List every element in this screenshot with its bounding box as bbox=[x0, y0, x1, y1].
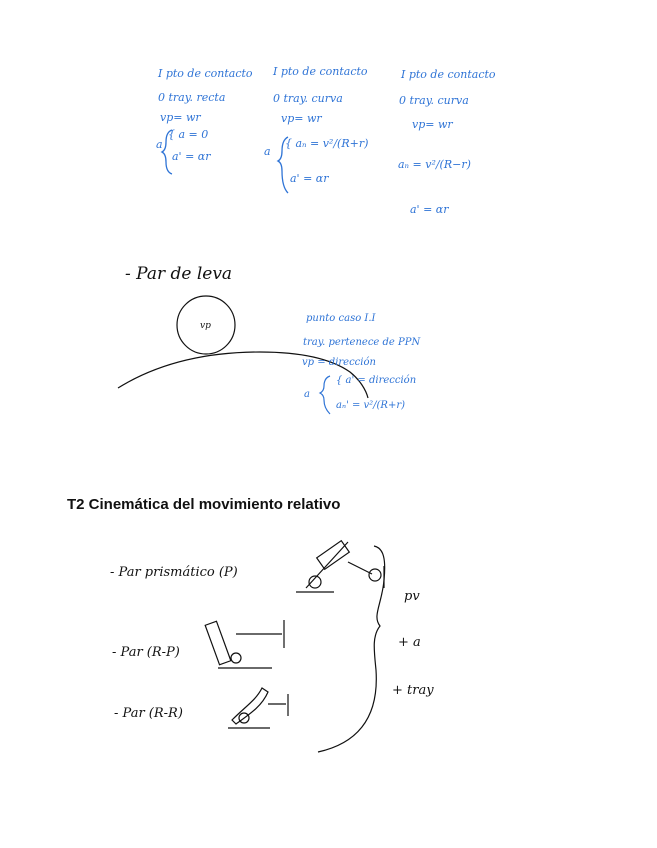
cam-circle-label: vp bbox=[200, 321, 211, 331]
note-c1-l5: { a = 0 bbox=[168, 128, 209, 141]
slider-block bbox=[317, 541, 350, 570]
curved-link bbox=[232, 688, 268, 724]
cam-note-3: vp = dirección bbox=[302, 357, 376, 368]
brace-note-2: + a bbox=[398, 635, 421, 650]
note-c3-l2: 0 tray. curva bbox=[399, 94, 469, 107]
pin-joint-3 bbox=[231, 653, 241, 663]
note-c3-l3: vp= wr bbox=[412, 118, 453, 131]
note-c2-l6: a' = αr bbox=[290, 172, 329, 185]
section-heading: T2 Cinemática del movimiento relativo bbox=[67, 496, 341, 513]
note-c3-l1: I pto de contacto bbox=[401, 68, 496, 81]
cam-note-6: aₙ' = v²/(R+r) bbox=[336, 400, 406, 411]
note-c3-l5: a' = αr bbox=[410, 203, 449, 216]
brace-note-1: pv bbox=[404, 589, 420, 604]
cam-note-5: { a' = dirección bbox=[336, 375, 417, 386]
note-c3-l4: aₙ = v²/(R−r) bbox=[398, 158, 471, 171]
note-c1-l3: vp= wr bbox=[160, 111, 201, 124]
note-c1-l6: a' = αr bbox=[172, 150, 211, 163]
pair-row-2: - Par (R-P) bbox=[112, 645, 180, 660]
note-c1-l1: I pto de contacto bbox=[158, 67, 253, 80]
note-c2-l3: vp= wr bbox=[281, 112, 322, 125]
note-c1-l4: a bbox=[156, 138, 163, 151]
note-c2-l2: 0 tray. curva bbox=[273, 92, 343, 105]
cam-pair-title: - Par de leva bbox=[125, 264, 233, 284]
link-1 bbox=[348, 562, 372, 574]
cam-note-4: a bbox=[304, 389, 310, 400]
big-brace bbox=[318, 546, 385, 752]
brace-note-3: + tray bbox=[392, 683, 434, 698]
pair-row-3: - Par (R-R) bbox=[114, 706, 183, 721]
note-c2-l1: I pto de contacto bbox=[273, 65, 368, 78]
note-c2-l4: a bbox=[264, 145, 271, 158]
note-c2-l5: { aₙ = v²/(R+r) bbox=[285, 137, 369, 150]
slider-rail bbox=[306, 542, 348, 588]
cam-note-2: tray. pertenece de PPN bbox=[303, 337, 421, 348]
pair-row-1: - Par prismático (P) bbox=[110, 565, 238, 580]
guide-slot bbox=[205, 621, 231, 665]
note-c1-l2: 0 tray. recta bbox=[158, 91, 226, 104]
pin-joint-2 bbox=[369, 569, 381, 581]
cam-note-1: punto caso I.I bbox=[306, 313, 376, 324]
